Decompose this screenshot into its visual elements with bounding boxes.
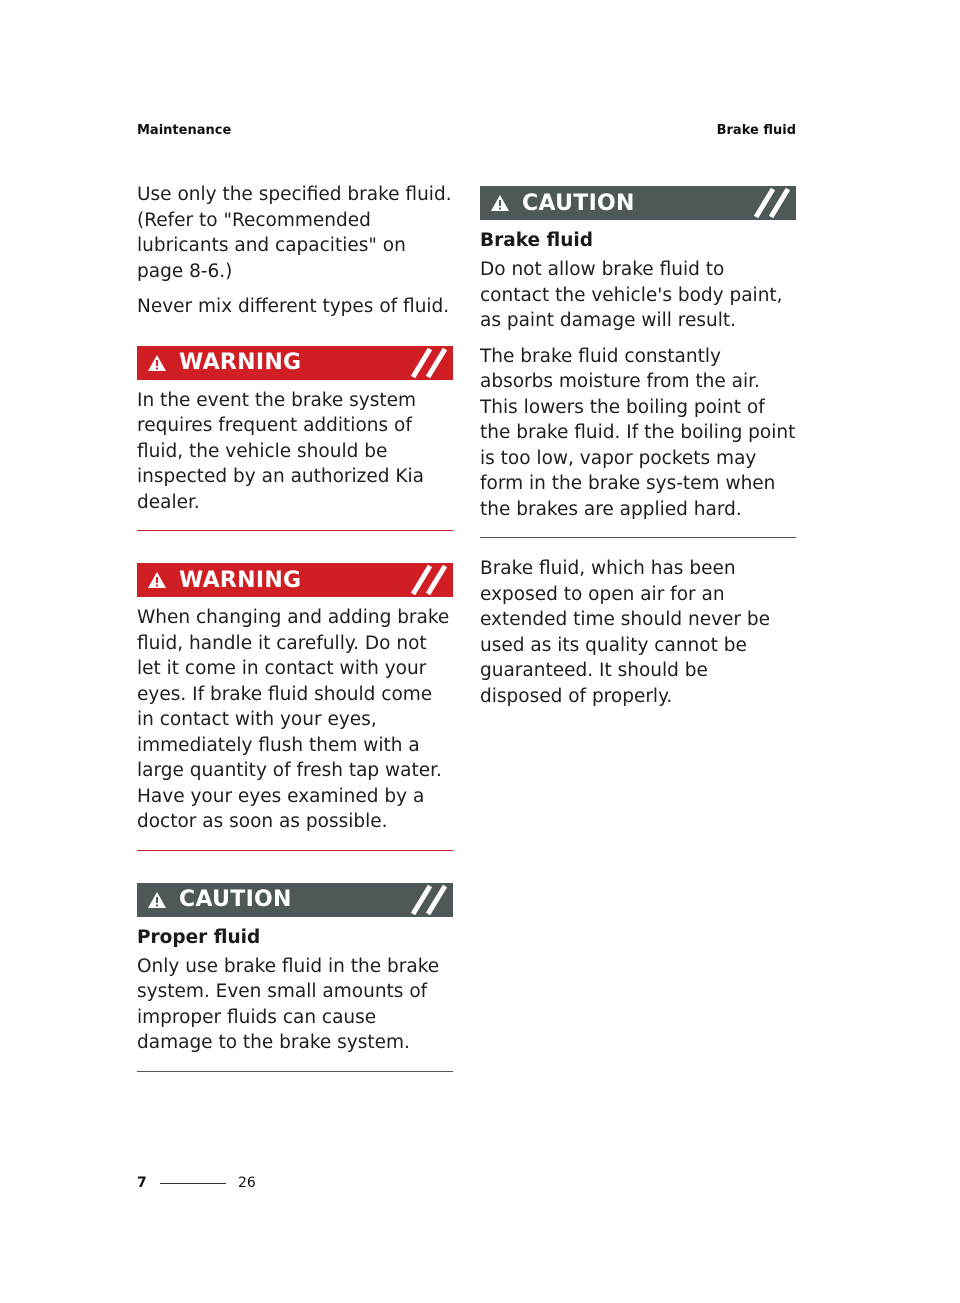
caution-block-2 xyxy=(480,186,796,538)
double-slash-icon xyxy=(407,563,451,597)
chapter-number: 7 xyxy=(137,1175,147,1191)
warning-banner xyxy=(137,346,453,380)
caution-title: Brake fluid xyxy=(480,230,593,251)
header-topic: Brake fluid xyxy=(716,123,796,138)
double-slash-icon xyxy=(407,883,451,917)
double-slash-icon xyxy=(407,346,451,380)
caution-text: Only use brake fluid in the brake system. Even small amounts of improper fluids can cause damage to the brake system. xyxy=(137,955,440,1053)
warning-triangle-icon xyxy=(490,194,510,212)
warning-block-2 xyxy=(137,563,453,851)
warning-block-1 xyxy=(137,346,453,532)
banner-label: CAUTION xyxy=(179,887,292,912)
banner-label: WARNING xyxy=(179,567,302,593)
page-number: 26 xyxy=(238,1175,256,1191)
divider xyxy=(480,537,796,538)
caution-banner xyxy=(480,186,796,220)
caution-title: Proper fluid xyxy=(137,926,261,948)
divider xyxy=(137,1071,453,1072)
warning-text: When changing and adding brake fluid, handle it carefully. Do not let it come in contact with your eyes. If brake fluid should come in contact with your eyes, immediately flush them with a large quantity of fresh tap water. Have your eyes examined by a doctor as soon as possible. xyxy=(137,607,450,832)
footer-divider xyxy=(160,1183,226,1184)
banner-label: CAUTION xyxy=(522,190,635,216)
double-slash-icon xyxy=(750,186,794,220)
divider xyxy=(137,530,453,531)
intro-paragraph: Use only the specified brake fluid. (Refer to "Recommended lubricants and capacities" on page 8-6.) xyxy=(137,184,452,282)
warning-triangle-icon xyxy=(147,571,167,589)
right-column xyxy=(480,186,796,719)
left-column xyxy=(137,182,453,1072)
caution-text-2: The brake fluid constantly absorbs moisture from the air. This lowers the boiling point of the brake fluid. If the boiling point is too low, vapor pockets may form in the brake sys-tem when the brakes are applied hard. xyxy=(480,345,796,520)
divider xyxy=(137,850,453,851)
caution-banner xyxy=(137,883,453,917)
intro-paragraph-2: Never mix different types of fluid. xyxy=(137,296,450,317)
caution-block-1 xyxy=(137,883,453,1072)
warning-triangle-icon xyxy=(147,354,167,372)
header-section: Maintenance xyxy=(137,123,232,138)
outro-paragraph: Brake fluid, which has been exposed to open air for an extended time should never be used as its quality cannot be guaranteed. It should be disposed of properly. xyxy=(480,558,771,707)
warning-banner xyxy=(137,563,453,597)
caution-text: Do not allow brake fluid to contact the vehicle's body paint, as paint damage will result. xyxy=(480,259,783,331)
warning-triangle-icon xyxy=(147,891,167,909)
warning-text: In the event the brake system requires frequent additions of fluid, the vehicle should be inspected by an authorized Kia dealer. xyxy=(137,389,425,513)
banner-label: WARNING xyxy=(179,350,302,375)
